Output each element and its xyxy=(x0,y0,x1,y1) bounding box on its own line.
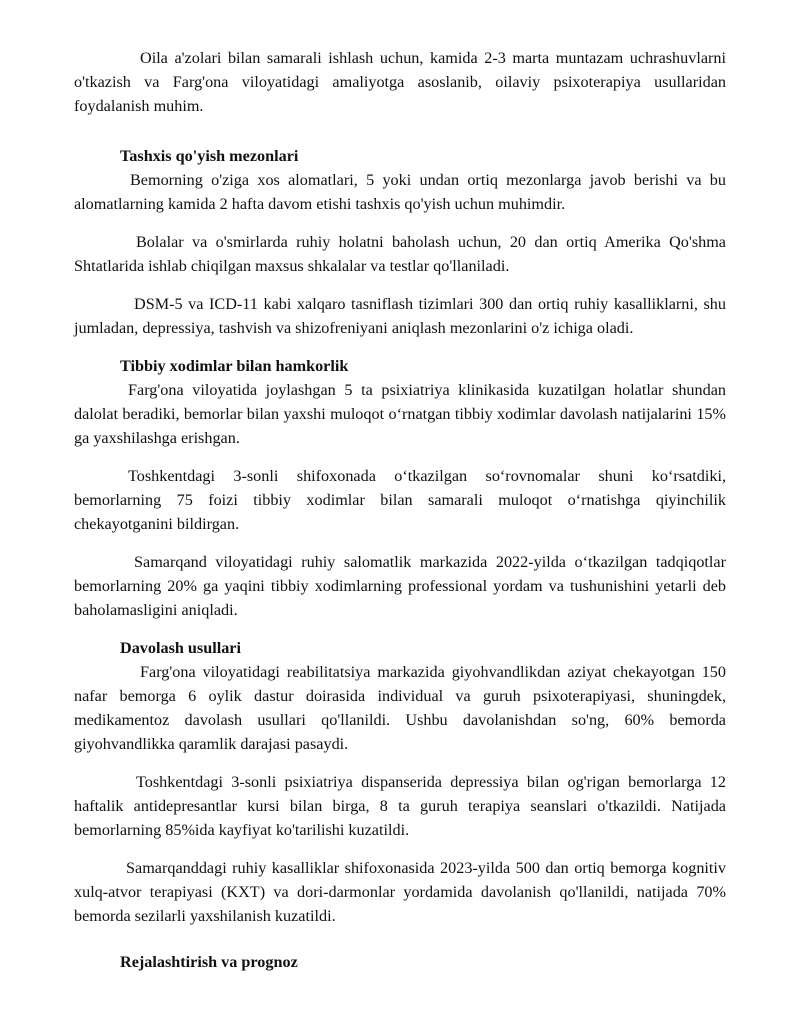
paragraph-cooperation-1: Farg'ona viloyatida joylashgan 5 ta psixiatriya klinikasida kuzatilgan holatlar shundan dalolat beradiki, bemorlar bilan yaxshi muloqot o‘rnatgan tibbiy xodimlar davolash natijalarini 15% ga yaxshilashga erishgan. xyxy=(74,381,726,447)
paragraph-diagnosis-2: Bolalar va o'smirlarda ruhiy holatni baholash uchun, 20 dan ortiq Amerika Qo'shma Shtatlarida ishlab chiqilgan maxsus shkalalar va testlar qo'llaniladi. xyxy=(74,233,726,275)
paragraph-cooperation-3: Samarqand viloyatidagi ruhiy salomatlik markazida 2022-yilda o‘tkazilgan tadqiqotlar bemorlarning 20% ga yaqini tibbiy xodimlarning professional yordam va tushunishini yetarli deb baholamasligini aniqladi. xyxy=(74,553,726,619)
heading-treatment-methods: Davolash usullari xyxy=(120,639,241,657)
paragraph-diagnosis-1: Bemorning o'ziga xos alomatlari, 5 yoki undan ortiq mezonlarga javob berishi va bu alomatlarning kamida 2 hafta davom etishi tashxis qo'yish uchun muhimdir. xyxy=(74,171,726,213)
heading-diagnosis-criteria: Tashxis qo'yish mezonlari xyxy=(120,147,299,165)
paragraph-cooperation-2: Toshkentdagi 3-sonli shifoxonada o‘tkazilgan so‘rovnomalar shuni ko‘rsatdiki, bemorlarning 75 foizi tibbiy xodimlar bilan samarali muloqot o‘rnatishga qiyinchilik chekayotganini bildirgan. xyxy=(74,467,726,533)
paragraph-treatment-1: Farg'ona viloyatidagi reabilitatsiya markazida giyohvandlikdan aziyat chekayotgan 150 nafar bemorga 6 oylik dastur doirasida individual va guruh psixoterapiyasi, shuningdek, medikamentoz davolash usullari qo'llanildi. Ushbu davolanishdan so'ng, 60% bemorda giyohvandlikka qaramlik darajasi pasaydi. xyxy=(74,663,726,753)
paragraph-intro: Oila a'zolari bilan samarali ishlash uchun, kamida 2-3 marta muntazam uchrashuvlarni o'tkazish va Farg'ona viloyatidagi amaliyotga asoslanib, oilaviy psixoterapiya usullaridan foydalanish muhim. xyxy=(74,49,726,115)
paragraph-diagnosis-3: DSM-5 va ICD-11 kabi xalqaro tasniflash tizimlari 300 dan ortiq ruhiy kasalliklarni, shu jumladan, depressiya, tashvish va shizofreniyani aniqlash mezonlarini o'z ichiga oladi. xyxy=(74,295,726,337)
heading-medical-staff-cooperation: Tibbiy xodimlar bilan hamkorlik xyxy=(120,357,349,375)
document-page xyxy=(74,46,726,974)
paragraph-treatment-2: Toshkentdagi 3-sonli psixiatriya dispanserida depressiya bilan og'rigan bemorlarga 12 haftalik antidepresantlar kursi bilan birga, 8 ta guruh terapiya seanslari o'tkazildi. Natijada bemorlarning 85%ida kayfiyat ko'tarilishi kuzatildi. xyxy=(74,773,726,839)
paragraph-treatment-3: Samarqanddagi ruhiy kasalliklar shifoxonasida 2023-yilda 500 dan ortiq bemorga kognitiv xulq-atvor terapiyasi (KXT) va dori-darmonlar yordamida davolanish qo'llanildi, natijada 70% bemorda sezilarli yaxshilanish kuzatildi. xyxy=(74,859,726,925)
heading-planning-prognosis: Rejalashtirish va prognoz xyxy=(120,953,298,971)
